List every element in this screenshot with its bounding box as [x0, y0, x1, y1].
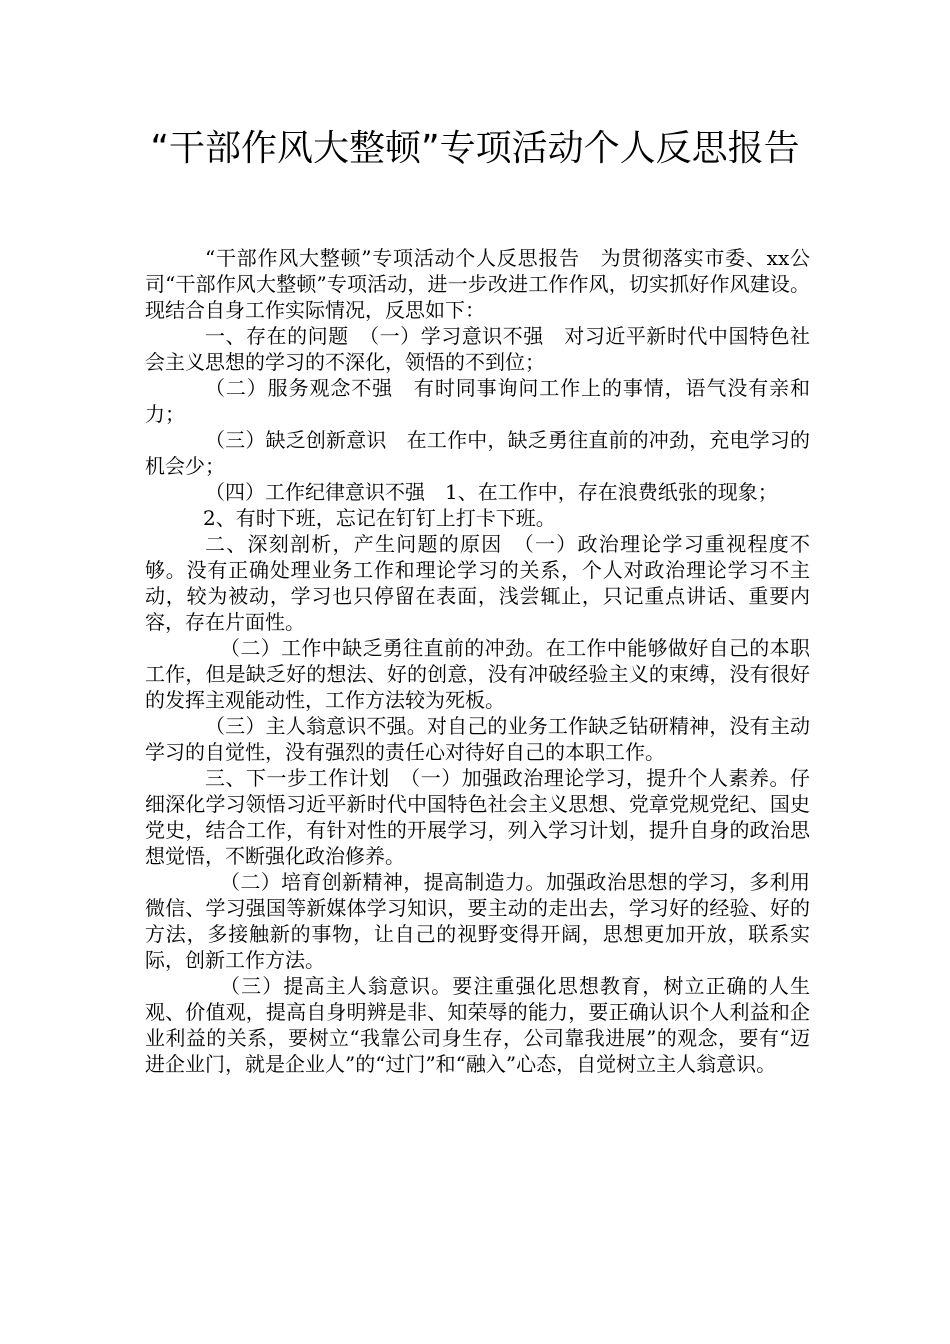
paragraph-plan: 三、下一步工作计划 （一）加强政治理论学习，提升个人素养。仔细深化学习领悟习近平新时代中国特色社会主义思想、党章党规党纪、国史党史，结合工作，有针对性的开展学习，列入学习计划，提升自身的政治思想觉悟，不断强化政治修养。 — [145, 766, 810, 868]
paragraph-innovation: （三）缺乏创新意识 在工作中，缺乏勇往直前的冲劲，充电学习的机会少； — [145, 428, 810, 478]
paragraph-service: （二）服务观念不强 有时同事询问工作上的事情，语气没有亲和力； — [145, 376, 810, 426]
paragraph-ownership: （三）主人翁意识不强。对自己的业务工作缺乏钻研精神，没有主动学习的自觉性，没有强烈的责任心对待好自己的本职工作。 — [145, 714, 810, 764]
paragraph-causes: 二、深刻剖析，产生问题的原因 （一）政治理论学习重视程度不够。没有正确处理业务工作和理论学习的关系，个人对政治理论学习不主动，较为被动，学习也只停留在表面，浅尝辄止，只记重点讲话、重要内容，存在片面性。 — [145, 532, 810, 634]
paragraph-clock-in: 2、有时下班，忘记在钉钉上打卡下班。 — [203, 506, 556, 530]
intro-paragraph: “干部作风大整顿”专项活动个人反思报告 为贯彻落实市委、xx公司“干部作风大整顿”专项活动，进一步改进工作作风，切实抓好作风建设。现结合自身工作实际情况，反思如下： — [145, 246, 810, 322]
paragraph-problems: 一、存在的问题 （一）学习意识不强 对习近平新时代中国特色社会主义思想的学习的不深化，领悟的不到位； — [145, 324, 810, 374]
paragraph-ownership-plan: （三）提高主人翁意识。要注重强化思想教育，树立正确的人生观、价值观，提高自身明辨是非、知荣辱的能力，要正确认识个人利益和企业利益的关系，要树立“我靠公司身生存，公司靠我进展”的观念，要有“迈进企业门，就是企业人”的“过门”和“融入”心态，自觉树立主人翁意识。 — [145, 974, 810, 1076]
document-title: “干部作风大整顿”专项活动个人反思报告 — [150, 128, 800, 169]
paragraph-creativity: （二）培育创新精神，提高制造力。加强政治思想的学习，多利用微信、学习强国等新媒体学习知识，要主动的走出去，学习好的经验、好的方法，多接触新的事物，让自己的视野变得开阔，思想更加开放，联系实际，创新工作方法。 — [145, 870, 810, 972]
paragraph-discipline: （四）工作纪律意识不强 1、在工作中，存在浪费纸张的现象； — [205, 480, 778, 504]
paragraph-drive: （二）工作中缺乏勇往直前的冲劲。在工作中能够做好自己的本职工作，但是缺乏好的想法、好的创意，没有冲破经验主义的束缚，没有很好的发挥主观能动性，工作方法较为死板。 — [145, 636, 810, 712]
document-body — [145, 245, 810, 1077]
